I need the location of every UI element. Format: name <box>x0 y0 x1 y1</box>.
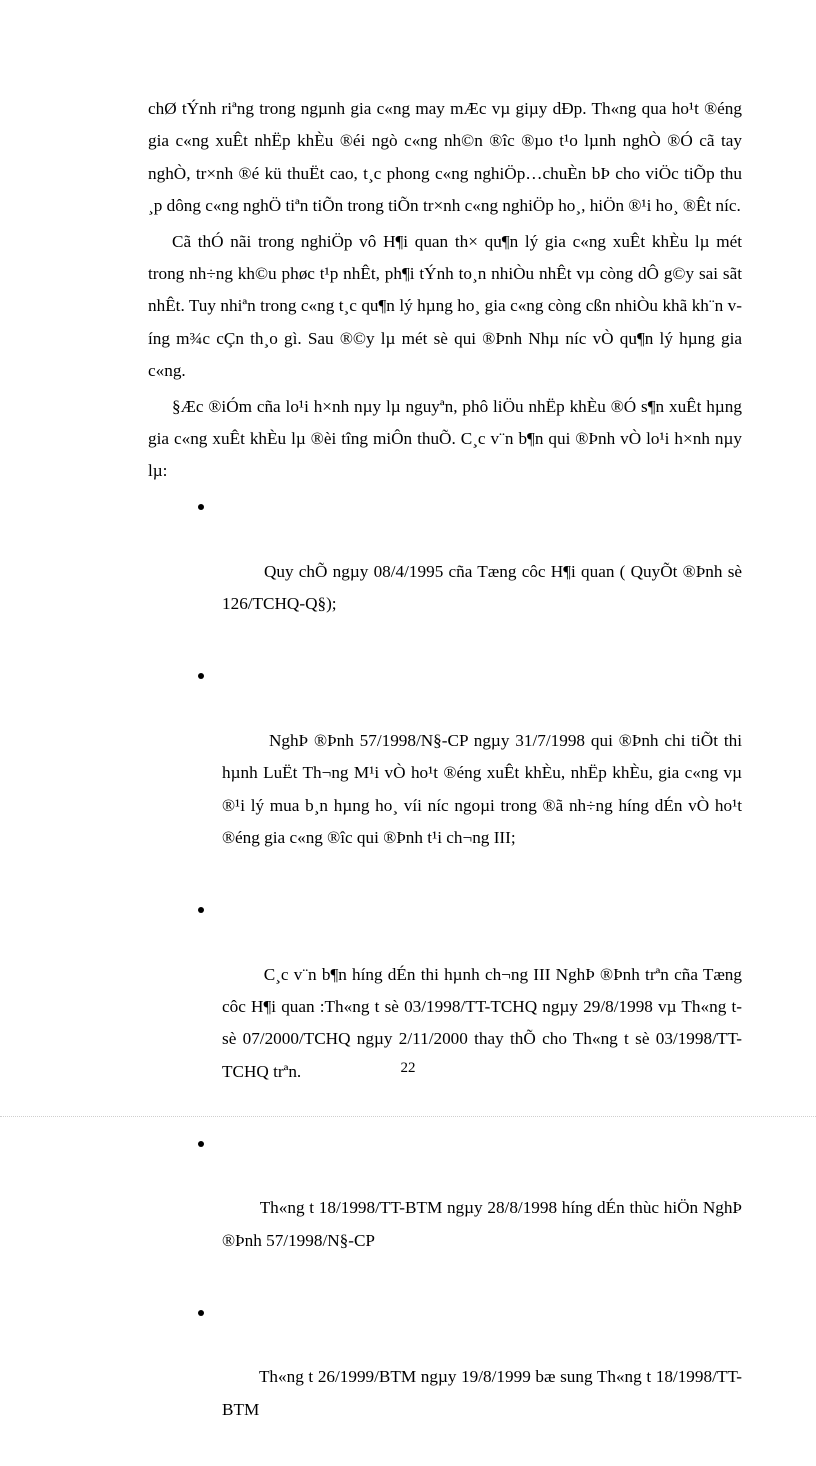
paragraph-1: chØ tÝnh riªng trong ngµnh gia c«ng may mÆc vµ giµy dÐp. Th«ng qua ho¹t ®éng gia c«ng xuÊt nhËp khÈu ®éi ngò c«ng nh©n ®îc ®µo t¹o lµnh nghÒ ®Ó cã tay nghÒ, tr×nh ®é kü thuËt cao, t¸c phong c«ng nghiÖp…chuÈn bÞ cho viÖc tiÕp thu ¸p dông c«ng nghÖ tiªn tiÕn trong tiÕn tr×nh c«ng nghiÖp ho¸, hiÖn ®¹i ho¸ ®Êt níc. <box>148 99 747 216</box>
list-item-text: NghÞ ®Þnh 57/1998/N§-CP ngµy 31/7/1998 qui ®Þnh chi tiÕt thi hµnh LuËt Th¬ng M¹i vÒ ho¹t ®éng xuÊt khÈu, nhËp khÈu, gia c«ng vµ ®¹i lý mua b¸n hµng ho¸ víi níc ngoµi trong ®ã nh÷ng híng dÉn vÒ ho¹t ®éng gia c«ng ®îc qui ®Þnh t¹i ch¬ng III; <box>222 730 747 847</box>
list-item <box>148 1297 742 1459</box>
list-item-text: C¸c v¨n b¶n híng dÉn thi hµnh ch¬ng III NghÞ ®Þnh trªn cña Tæng côc H¶i quan :Th«ng t sè 03/1998/TT-TCHQ ngµy 29/8/1998 vµ Th«ng t sè 07/2000/TCHQ ngµy 2/11/2000 thay thÕ cho Th«ng t sè 03/1998/TT-TCHQ trªn. <box>222 964 747 1081</box>
bullet-icon <box>198 504 204 510</box>
regulation-list <box>148 491 747 1459</box>
list-item <box>148 894 747 1121</box>
list-item <box>148 491 747 653</box>
body-text <box>148 93 747 1466</box>
page-bottom-divider <box>0 1116 816 1117</box>
bullet-icon <box>198 1141 204 1147</box>
page-number: 22 <box>400 1060 416 1076</box>
bullet-icon <box>198 1310 204 1316</box>
list-item-text: Th«ng t 18/1998/TT-BTM ngµy 28/8/1998 híng dÉn thùc hiÖn NghÞ ®Þnh 57/1998/N§-CP <box>222 1198 747 1250</box>
paragraph-2: Cã thÓ nãi trong nghiÖp vô H¶i quan th× qu¶n lý gia c«ng xuÊt khÈu lµ mét trong nh÷ng kh©u phøc t¹p nhÊt, ph¶i tÝnh to¸n nhiÒu nhÊt vµ còng dÔ g©y sai sãt nhÊt. Tuy nhiªn trong c«ng t¸c qu¶n lý hµng ho¸ gia c«ng còng cßn nhiÒu khã kh¨n víng m¾c cÇn th¸o gì. Sau ®©y lµ mét sè qui ®Þnh Nhµ níc vÒ qu¶n lý hµng gia c«ng. <box>148 231 747 381</box>
bullet-icon <box>198 673 204 679</box>
list-item <box>148 1128 747 1290</box>
list-item <box>148 660 747 887</box>
list-item-text: Th«ng t 26/1999/BTM ngµy 19/8/1999 bæ sung Th«ng t 18/1998/TT-BTM <box>222 1367 742 1419</box>
bullet-icon <box>198 907 204 913</box>
paragraph-3: §Æc ®iÓm cña lo¹i h×nh nµy lµ nguyªn, phô liÖu nhËp khÈu ®Ó s¶n xuÊt hµng gia c«ng xuÊt khÈu lµ ®èi tîng miÔn thuÕ. C¸c v¨n b¶n qui ®Þnh vÒ lo¹i h×nh nµy lµ: <box>148 396 747 481</box>
list-item-text: Quy chÕ ngµy 08/4/1995 cña Tæng côc H¶i quan ( QuyÕt ®Þnh sè 126/TCHQ-Q§); <box>222 561 747 614</box>
